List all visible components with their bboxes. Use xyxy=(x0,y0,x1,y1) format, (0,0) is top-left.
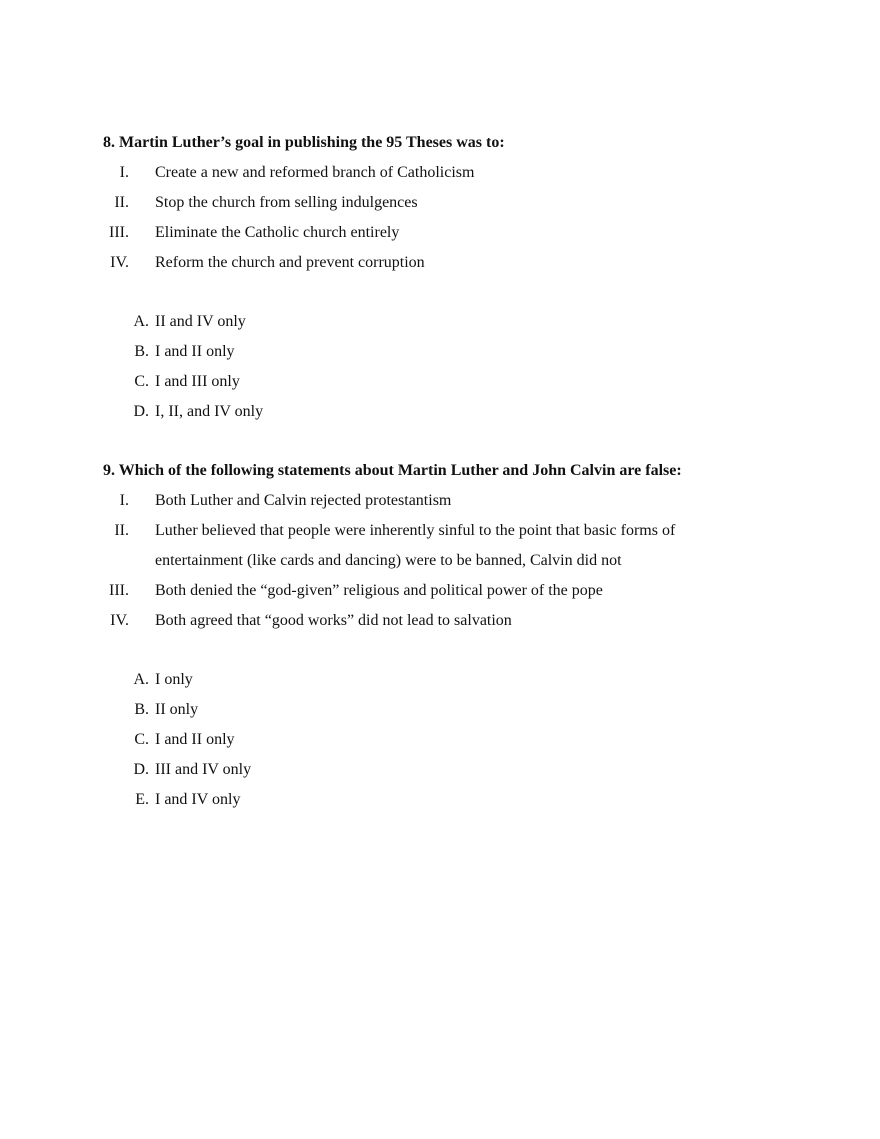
option-letter: C. xyxy=(134,731,149,748)
answer-option xyxy=(103,785,823,815)
option-letter: D. xyxy=(133,403,149,420)
statement-item xyxy=(103,158,823,188)
answer-option xyxy=(103,397,823,427)
statement-item xyxy=(103,486,823,516)
answer-option xyxy=(103,367,823,397)
spacer xyxy=(103,636,823,665)
statement-numeral: IV. xyxy=(110,254,129,271)
statement-numeral: I. xyxy=(119,492,129,509)
option-letter: A. xyxy=(133,671,149,688)
option-letter: A. xyxy=(133,313,149,330)
statement-numeral: IV. xyxy=(110,612,129,629)
option-text: III and IV only xyxy=(155,761,252,778)
statement-item xyxy=(103,606,823,636)
statement-item xyxy=(103,248,823,278)
question-8 xyxy=(103,128,823,427)
statement-numeral: III. xyxy=(109,582,129,599)
option-text: II only xyxy=(155,701,199,718)
statement-text: Both agreed that “good works” did not lead to salvation xyxy=(155,612,512,629)
question-title: 8. Martin Luther’s goal in publishing the 95 Theses was to: xyxy=(103,134,505,151)
statement-text: Create a new and reformed branch of Catholicism xyxy=(155,164,475,181)
question-title: 9. Which of the following statements about Martin Luther and John Calvin are false: xyxy=(103,462,682,479)
question-9 xyxy=(103,456,823,815)
option-text: I only xyxy=(155,671,193,688)
answer-option xyxy=(103,725,823,755)
option-text: I and II only xyxy=(155,343,235,360)
option-text: I and IV only xyxy=(155,791,241,808)
answer-option xyxy=(103,337,823,367)
option-letter: B. xyxy=(134,343,149,360)
answer-option xyxy=(103,307,823,337)
statement-numeral: III. xyxy=(109,224,129,241)
option-letter: E. xyxy=(135,791,149,808)
option-letter: C. xyxy=(134,373,149,390)
statement-item xyxy=(103,516,823,576)
statement-item xyxy=(103,188,823,218)
spacer xyxy=(103,278,823,307)
statement-numeral: I. xyxy=(119,164,129,181)
statement-item xyxy=(103,576,823,606)
statement-item xyxy=(103,218,823,248)
option-text: II and IV only xyxy=(155,313,246,330)
answer-option xyxy=(103,695,823,725)
option-text: I and II only xyxy=(155,731,235,748)
answer-option xyxy=(103,665,823,695)
option-text: I and III only xyxy=(155,373,240,390)
statement-numeral: II. xyxy=(114,522,129,539)
statement-text: Both Luther and Calvin rejected protestantism xyxy=(155,492,452,509)
statement-text: Both denied the “god-given” religious and political power of the pope xyxy=(155,582,603,599)
option-text: I, II, and IV only xyxy=(155,403,264,420)
statement-text: Eliminate the Catholic church entirely xyxy=(155,224,400,241)
option-letter: B. xyxy=(134,701,149,718)
statement-text: Reform the church and prevent corruption xyxy=(155,254,425,271)
statement-text: Luther believed that people were inherently sinful to the point that basic forms of entertainment (like cards and dancing) were to be banned, Calvin did not xyxy=(155,522,676,569)
answer-option xyxy=(103,755,823,785)
option-letter: D. xyxy=(133,761,149,778)
statement-numeral: II. xyxy=(114,194,129,211)
statement-text: Stop the church from selling indulgences xyxy=(155,194,418,211)
